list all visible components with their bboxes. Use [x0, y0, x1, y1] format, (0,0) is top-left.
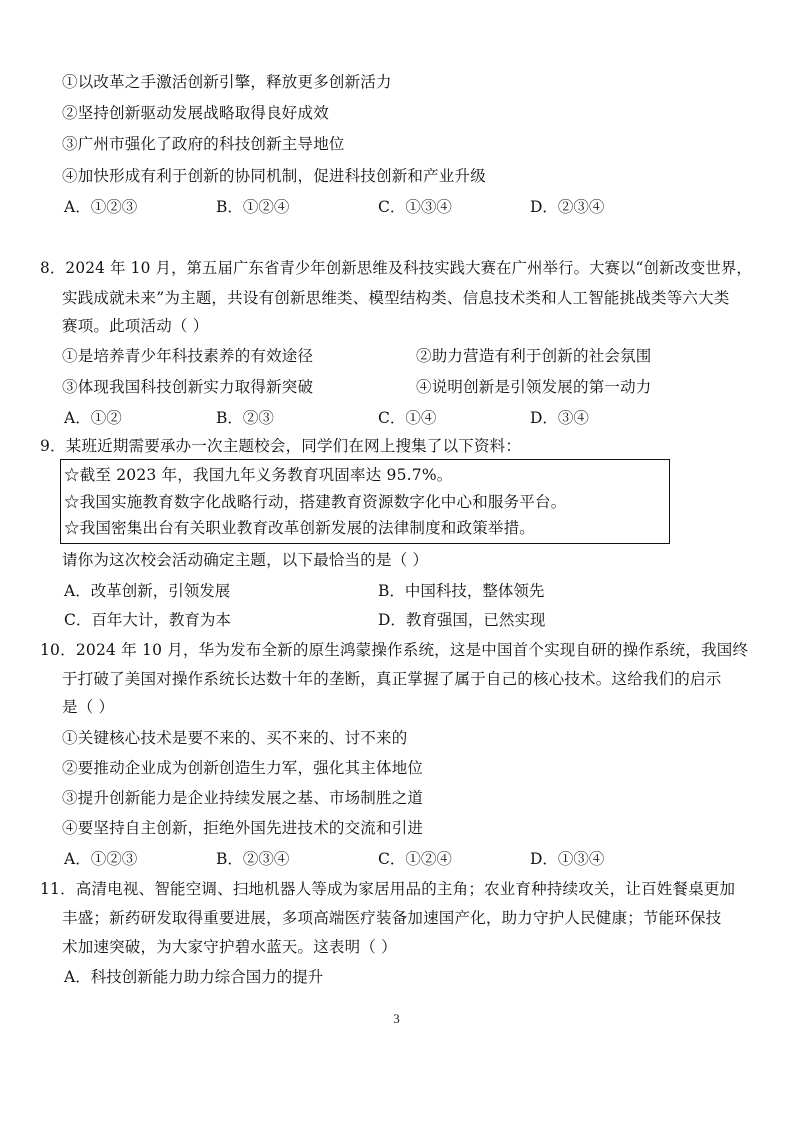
q7-option-c: C．①③④ — [378, 198, 452, 216]
q8-stem-line-3: 赛项。此项活动（ ） — [62, 317, 209, 335]
q9-material-3: ☆我国密集出台有关职业教育改革创新发展的法律制度和政策举措。 — [64, 519, 536, 537]
q11-option-a: A．科技创新能力助力综合国力的提升 — [64, 968, 324, 986]
q10-statement-3: ③提升创新能力是企业持续发展之基、市场制胜之道 — [62, 789, 424, 807]
q10-option-a: A．①②③ — [64, 850, 138, 868]
q7-option-b: B．①②④ — [216, 198, 290, 216]
q9-option-b: B．中国科技，整体领先 — [378, 582, 545, 600]
q8-statement-2: ②助力营造有利于创新的社会氛围 — [416, 347, 652, 365]
q7-option-d: D．②③④ — [530, 198, 605, 216]
q9-option-a: A．改革创新，引领发展 — [64, 582, 231, 600]
q10-statement-4: ④要坚持自主创新，拒绝外国先进技术的交流和引进 — [62, 819, 424, 837]
q10-statement-2: ②要推动企业成为创新创造生力军，强化其主体地位 — [62, 759, 424, 777]
q10-statement-1: ①关键核心技术是要不来的、买不来的、讨不来的 — [62, 729, 408, 747]
q8-option-b: B．②③ — [216, 409, 274, 427]
q7-statement-2: ②坚持创新驱动发展战略取得良好成效 — [62, 104, 329, 122]
q8-statement-1: ①是培养青少年科技素养的有效途径 — [62, 347, 314, 365]
q10-stem-line-2: 于打破了美国对操作系统长达数十年的垄断，真正掌握了属于自己的核心技术。这给我们的启示 — [62, 670, 722, 688]
q8-stem-line-2: 实践成就未来”为主题，共设有创新思维类、模型结构类、信息技术类和人工智能挑战类等六大类 — [62, 289, 730, 307]
q9-stem: 9．某班近期需要承办一次主题校会，同学们在网上搜集了以下资料： — [40, 437, 522, 455]
q9-material-2: ☆我国实施教育数字化战略行动，搭建教育资源数字化中心和服务平台。 — [64, 493, 567, 511]
q11-stem-line-2: 丰盛；新药研发取得重要进展，多项高端医疗装备加速国产化，助力守护人民健康；节能环保技 — [62, 909, 722, 927]
q7-statement-3: ③广州市强化了政府的科技创新主导地位 — [62, 135, 345, 153]
q8-option-c: C．①④ — [378, 409, 437, 427]
q9-material-1: ☆截至 2023 年，我国九年义务教育巩固率达 95.7%。 — [64, 466, 453, 484]
q9-option-d: D．教育强国，已然实现 — [378, 611, 546, 629]
q8-statement-3: ③体现我国科技创新实力取得新突破 — [62, 378, 314, 396]
q10-stem-line-1: 10．2024 年 10 月，华为发布全新的原生鸿蒙操作系统，这是中国首个实现自研的操作系统，我国终 — [40, 641, 749, 659]
q8-statement-4: ④说明创新是引领发展的第一动力 — [416, 378, 652, 396]
q8-stem-line-1: 8．2024 年 10 月，第五届广东省青少年创新思维及科技实践大赛在广州举行。大赛以“创新改变世界， — [40, 259, 752, 277]
q7-statement-4: ④加快形成有利于创新的协同机制，促进科技创新和产业升级 — [62, 167, 486, 185]
q10-option-c: C．①②④ — [378, 850, 452, 868]
q10-option-d: D．①③④ — [530, 850, 605, 868]
q10-stem-line-3: 是（ ） — [62, 698, 115, 716]
q7-statement-1: ①以改革之手激活创新引擎，释放更多创新活力 — [62, 73, 392, 91]
q11-stem-line-3: 术加速突破，为大家守护碧水蓝天。这表明（ ） — [62, 938, 397, 956]
q8-option-d: D．③④ — [530, 409, 589, 427]
q7-option-a: A．①②③ — [64, 198, 138, 216]
page-number: 3 — [393, 1011, 400, 1026]
q9-question: 请你为这次校会活动确定主题，以下最恰当的是（ ） — [62, 551, 429, 569]
q8-option-a: A．①② — [64, 409, 122, 427]
q10-option-b: B．②③④ — [216, 850, 290, 868]
q11-stem-line-1: 11．高清电视、智能空调、扫地机器人等成为家居用品的主角；农业育种持续攻关，让百姓餐桌更加 — [40, 880, 736, 898]
q9-option-c: C．百年大计，教育为本 — [64, 611, 231, 629]
